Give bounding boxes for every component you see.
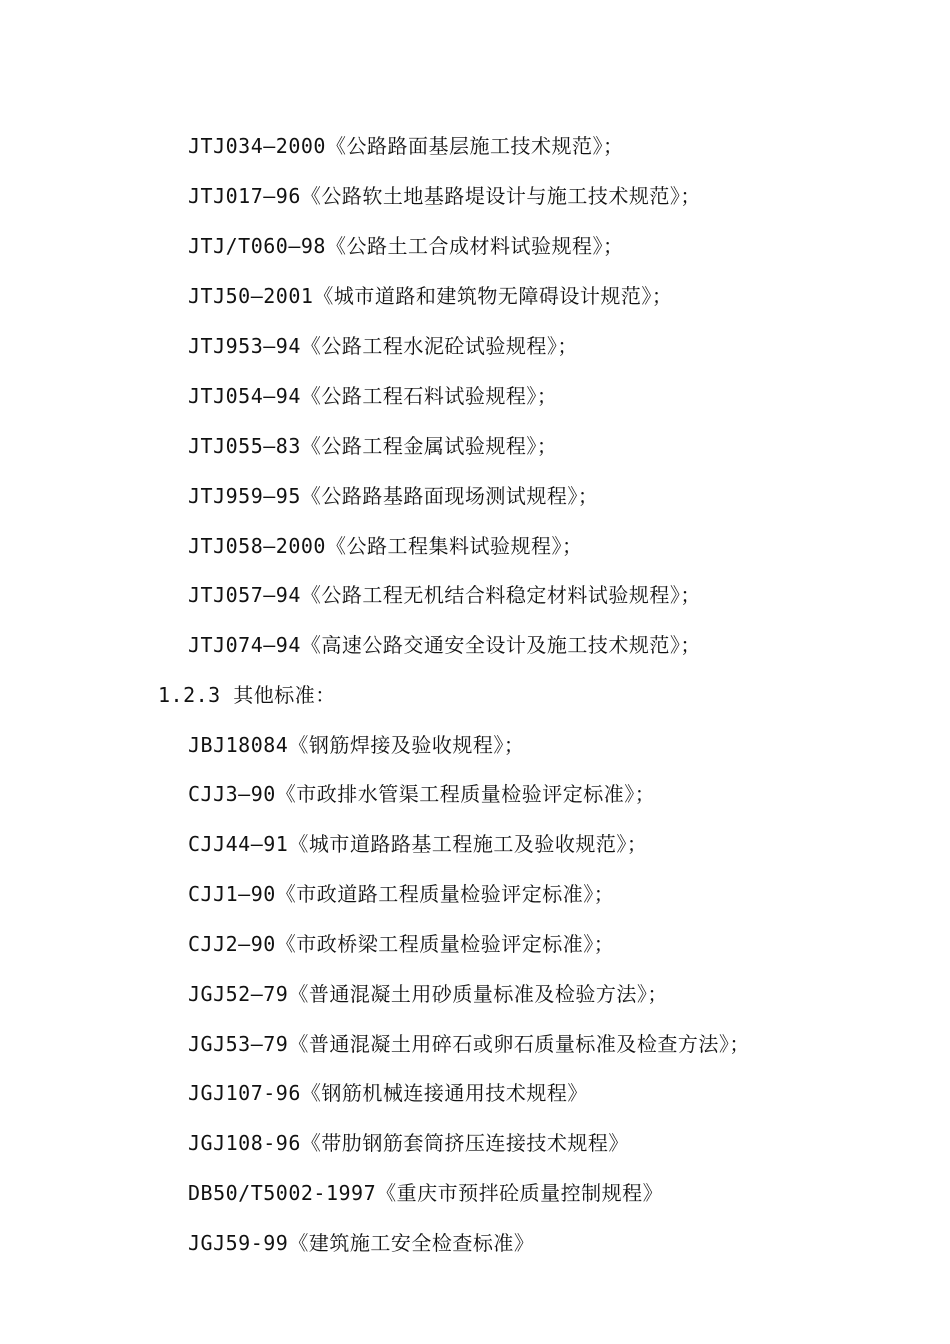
standard-item: JTJ953—94《公路工程水泥砼试验规程》； [188,334,578,358]
standard-item: JGJ52—79《普通混凝土用砂质量标准及检验方法》； [188,982,668,1006]
standard-item: JGJ107-96《钢筋机械连接通用技术规程》 [188,1081,588,1105]
standard-item: JTJ074—94《高速公路交通安全设计及施工技术规范》； [188,633,701,657]
standard-item: CJJ44—91《城市道路路基工程施工及验收规范》； [188,832,648,856]
standard-item: JTJ057—94《公路工程无机结合料稳定材料试验规程》； [188,583,701,607]
standard-item: JTJ034—2000《公路路面基层施工技术规范》； [188,134,624,158]
standard-item: JTJ058—2000《公路工程集料试验规程》； [188,534,583,558]
standard-item: JTJ50—2001《城市道路和建筑物无障碍设计规范》； [188,284,673,308]
standard-item: JTJ/T060—98《公路土工合成材料试验规程》； [188,234,624,258]
standard-item: JTJ959—95《公路路基路面现场测试规程》； [188,484,599,508]
standard-item: JGJ108-96《带肋钢筋套筒挤压连接技术规程》 [188,1131,629,1155]
standard-item: JGJ59-99《建筑施工安全检查标准》 [188,1231,535,1255]
standard-item: JTJ055—83《公路工程金属试验规程》； [188,434,558,458]
standard-item: CJJ3—90《市政排水管渠工程质量检验评定标准》； [188,782,656,806]
standard-item: JTJ054—94《公路工程石料试验规程》； [188,384,558,408]
standard-item: JGJ53—79《普通混凝土用碎石或卵石质量标准及检查方法》； [188,1032,750,1056]
standard-item: CJJ1—90《市政道路工程质量检验评定标准》； [188,882,615,906]
section-heading: 1.2.3 其他标准： [158,683,336,707]
standard-item: DB50/T5002-1997《重庆市预拌砼质量控制规程》 [188,1181,664,1205]
standard-item: CJJ2—90《市政桥梁工程质量检验评定标准》； [188,932,615,956]
standard-item: JTJ017—96《公路软土地基路堤设计与施工技术规范》； [188,184,701,208]
standard-item: JBJ18084《钢筋焊接及验收规程》； [188,733,525,757]
